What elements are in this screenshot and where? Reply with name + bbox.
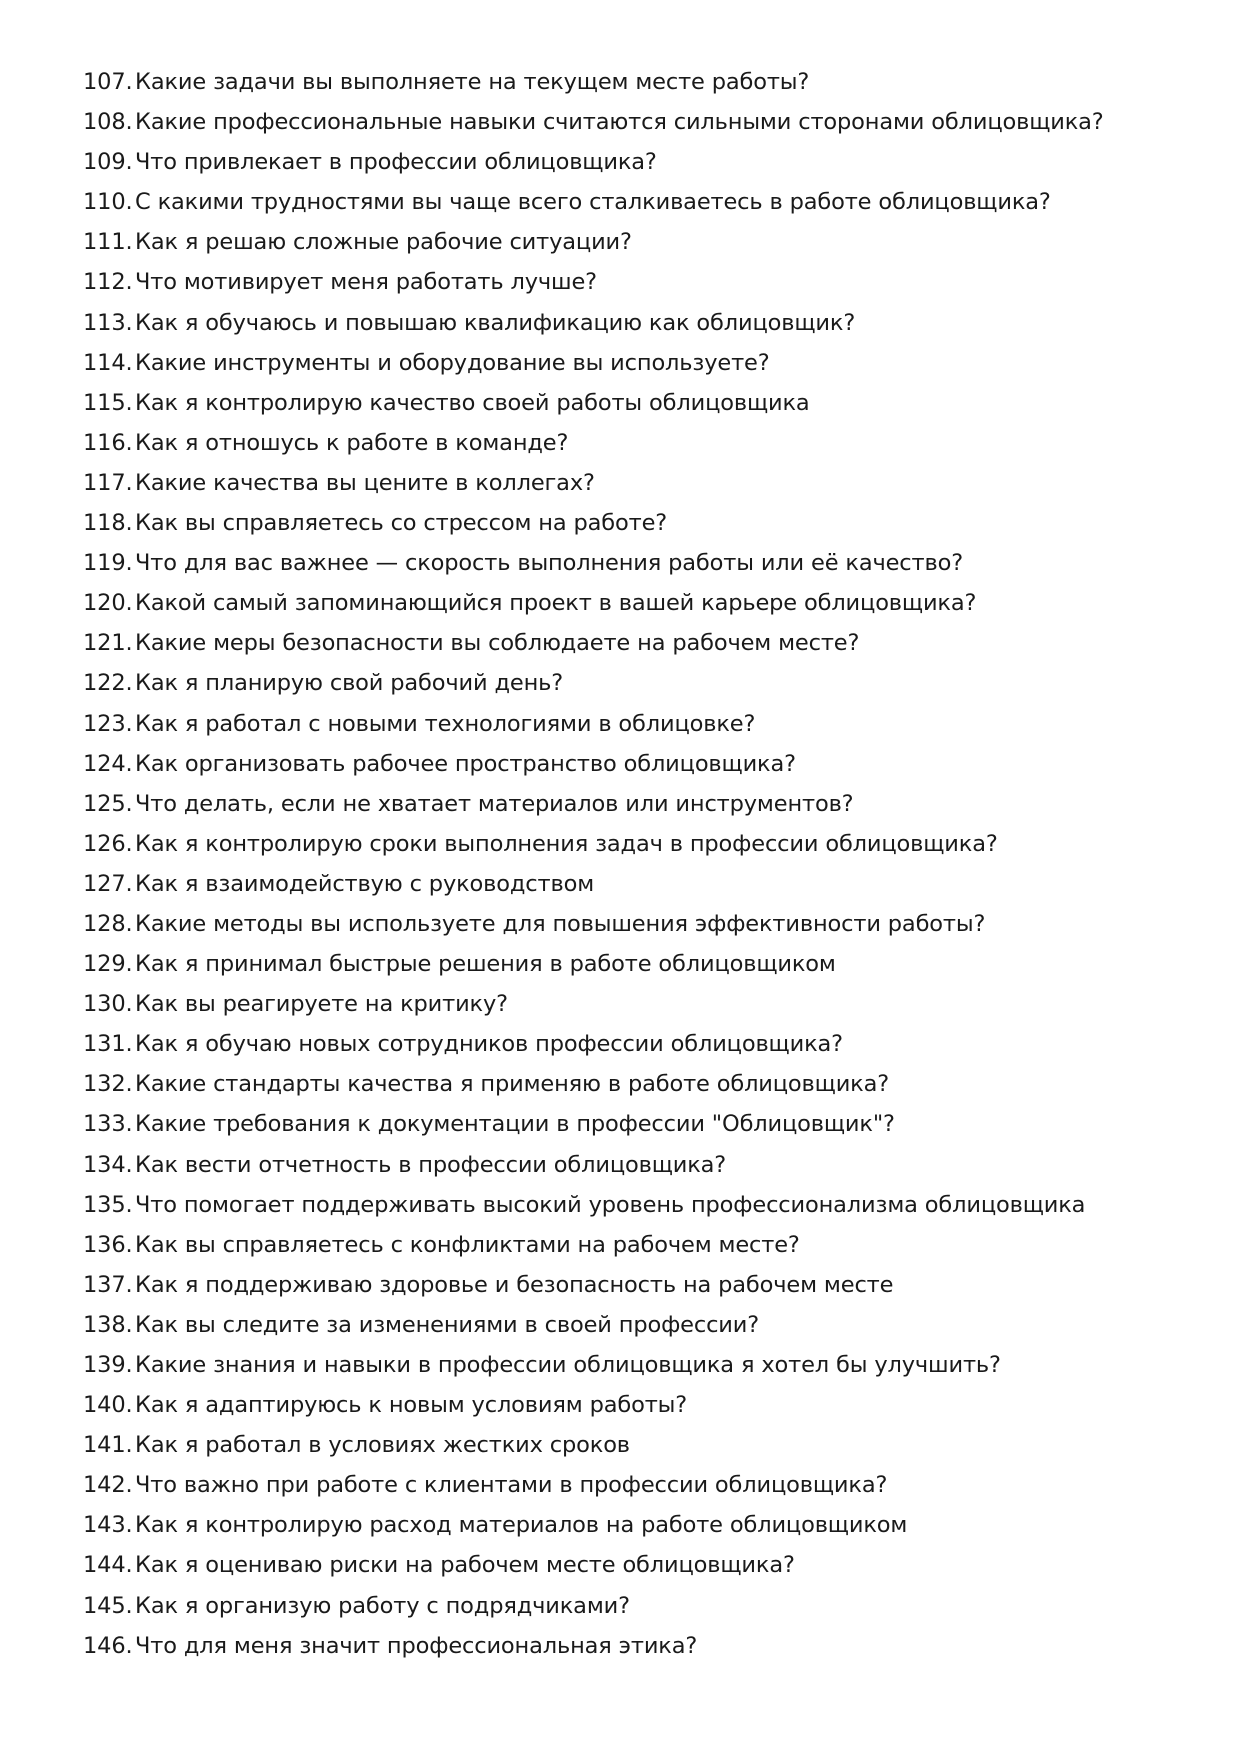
list-item [83,463,1183,503]
item-number: 120. [83,590,133,617]
item-text: Какие стандарты качества я применяю в работе облицовщика? [135,1071,890,1098]
item-number: 142. [83,1472,133,1499]
item-number: 134. [83,1151,133,1178]
list-item [83,1104,1183,1144]
item-text: Что важно при работе с клиентами в профессии облицовщика? [135,1472,888,1499]
item-number: 143. [83,1512,133,1539]
item-text: Какие инструменты и оборудование вы используете? [135,349,770,376]
item-text: Как я контролирую сроки выполнения задач в профессии облицовщика? [135,830,998,857]
item-number: 130. [83,991,133,1018]
item-text: Какие профессиональные навыки считаются сильными сторонами облицовщика? [135,109,1104,136]
list-item [83,222,1183,262]
item-number: 110. [83,189,133,216]
item-number: 136. [83,1231,133,1258]
list-item [83,182,1183,222]
item-text: Какие требования к документации в профессии "Облицовщик"? [135,1111,895,1138]
list-item [83,1185,1183,1225]
item-number: 121. [83,630,133,657]
item-number: 129. [83,951,133,978]
list-item [83,1024,1183,1064]
item-number: 118. [83,510,133,537]
list-item [83,142,1183,182]
item-number: 146. [83,1632,133,1659]
item-number: 140. [83,1392,133,1419]
item-text: Как я контролирую качество своей работы облицовщика [135,389,810,416]
list-item [83,1225,1183,1265]
item-number: 111. [83,229,133,256]
item-number: 144. [83,1552,133,1579]
list-item [83,1145,1183,1185]
item-number: 126. [83,830,133,857]
item-text: Как я контролирую расход материалов на работе облицовщиком [135,1512,908,1539]
item-text: Как я работал в условиях жестких сроков [135,1432,630,1459]
item-number: 108. [83,109,133,136]
item-text: Как я отношусь к работе в команде? [135,429,569,456]
list-item [83,984,1183,1024]
item-text: Какие задачи вы выполняете на текущем месте работы? [135,69,810,95]
item-number: 137. [83,1271,133,1298]
list-item [83,663,1183,703]
list-item [83,864,1183,904]
item-number: 125. [83,790,133,817]
item-number: 114. [83,349,133,376]
list-item [83,1626,1183,1666]
item-text: Какие методы вы используете для повышения эффективности работы? [135,910,986,937]
item-number: 123. [83,710,133,737]
item-text: Что для меня значит профессиональная этика? [135,1632,698,1659]
item-text: Как вы справляетесь с конфликтами на рабочем месте? [135,1231,800,1258]
item-text: Как я поддерживаю здоровье и безопасность на рабочем месте [135,1271,894,1298]
list-item [83,343,1183,383]
item-text: Как вы реагируете на критику? [135,991,508,1018]
list-item [83,623,1183,663]
list-item [83,1064,1183,1104]
list-item [83,904,1183,944]
list-item [83,1586,1183,1626]
item-number: 127. [83,870,133,897]
item-text: Что привлекает в профессии облицовщика? [135,149,657,176]
item-number: 133. [83,1111,133,1138]
item-text: Что мотивирует меня работать лучше? [135,269,597,296]
item-number: 145. [83,1592,133,1619]
list-item [83,784,1183,824]
list-item [83,383,1183,423]
item-number: 119. [83,550,133,577]
item-number: 131. [83,1031,133,1058]
item-number: 128. [83,910,133,937]
list-item [83,704,1183,744]
item-text: Что помогает поддерживать высокий уровень профессионализма облицовщика [135,1191,1086,1218]
item-number: 116. [83,429,133,456]
list-item [83,102,1183,142]
list-item [83,62,1183,102]
list-item [83,1385,1183,1425]
item-text: Как вы следите за изменениями в своей профессии? [135,1311,760,1338]
list-item [83,303,1183,343]
item-text: Какие меры безопасности вы соблюдаете на рабочем месте? [135,630,860,657]
item-text: Как я обучаю новых сотрудников профессии облицовщика? [135,1031,843,1058]
item-text: Как вы справляетесь со стрессом на работе? [135,510,668,537]
question-list [83,62,1183,1666]
list-item [83,944,1183,984]
item-text: Как я планирую свой рабочий день? [135,670,564,697]
list-item [83,423,1183,463]
item-number: 132. [83,1071,133,1098]
item-number: 124. [83,750,133,777]
item-text: Как вести отчетность в профессии облицовщика? [135,1151,727,1178]
item-number: 139. [83,1352,133,1378]
item-number: 109. [83,149,133,176]
list-item [83,262,1183,302]
item-number: 107. [83,69,133,95]
item-number: 138. [83,1311,133,1338]
item-text: Как я организую работу с подрядчиками? [135,1592,630,1619]
item-text: Что для вас важнее — скорость выполнения работы или её качество? [135,550,963,577]
list-item [83,583,1183,623]
item-number: 141. [83,1432,133,1459]
item-text: Как я решаю сложные рабочие ситуации? [135,229,632,256]
list-item [83,543,1183,583]
item-text: С какими трудностями вы чаще всего сталкиваетесь в работе облицовщика? [135,189,1051,216]
item-number: 122. [83,670,133,697]
item-number: 135. [83,1191,133,1218]
list-item [83,1465,1183,1505]
list-item [83,744,1183,784]
item-text: Как организовать рабочее пространство облицовщика? [135,750,796,777]
item-text: Какие знания и навыки в профессии облицовщика я хотел бы улучшить? [135,1352,1001,1378]
item-text: Какой самый запоминающийся проект в вашей карьере облицовщика? [135,590,977,617]
list-item [83,1425,1183,1465]
list-item [83,824,1183,864]
item-text: Как я обучаюсь и повышаю квалификацию как облицовщик? [135,309,856,336]
list-item [83,503,1183,543]
item-number: 113. [83,309,133,336]
item-text: Как я работал с новыми технологиями в облицовке? [135,710,756,737]
list-item [83,1265,1183,1305]
item-number: 115. [83,389,133,416]
item-text: Как я взаимодействую с руководством [135,870,595,897]
list-item [83,1505,1183,1545]
item-number: 112. [83,269,133,296]
item-number: 117. [83,469,133,496]
item-text: Как я адаптируюсь к новым условиям работы? [135,1392,688,1419]
item-text: Как я принимал быстрые решения в работе облицовщиком [135,951,836,978]
list-item [83,1345,1183,1385]
item-text: Что делать, если не хватает материалов или инструментов? [135,790,854,817]
list-item [83,1545,1183,1585]
list-item [83,1305,1183,1345]
item-text: Какие качества вы цените в коллегах? [135,469,595,496]
item-text: Как я оцениваю риски на рабочем месте облицовщика? [135,1552,795,1579]
